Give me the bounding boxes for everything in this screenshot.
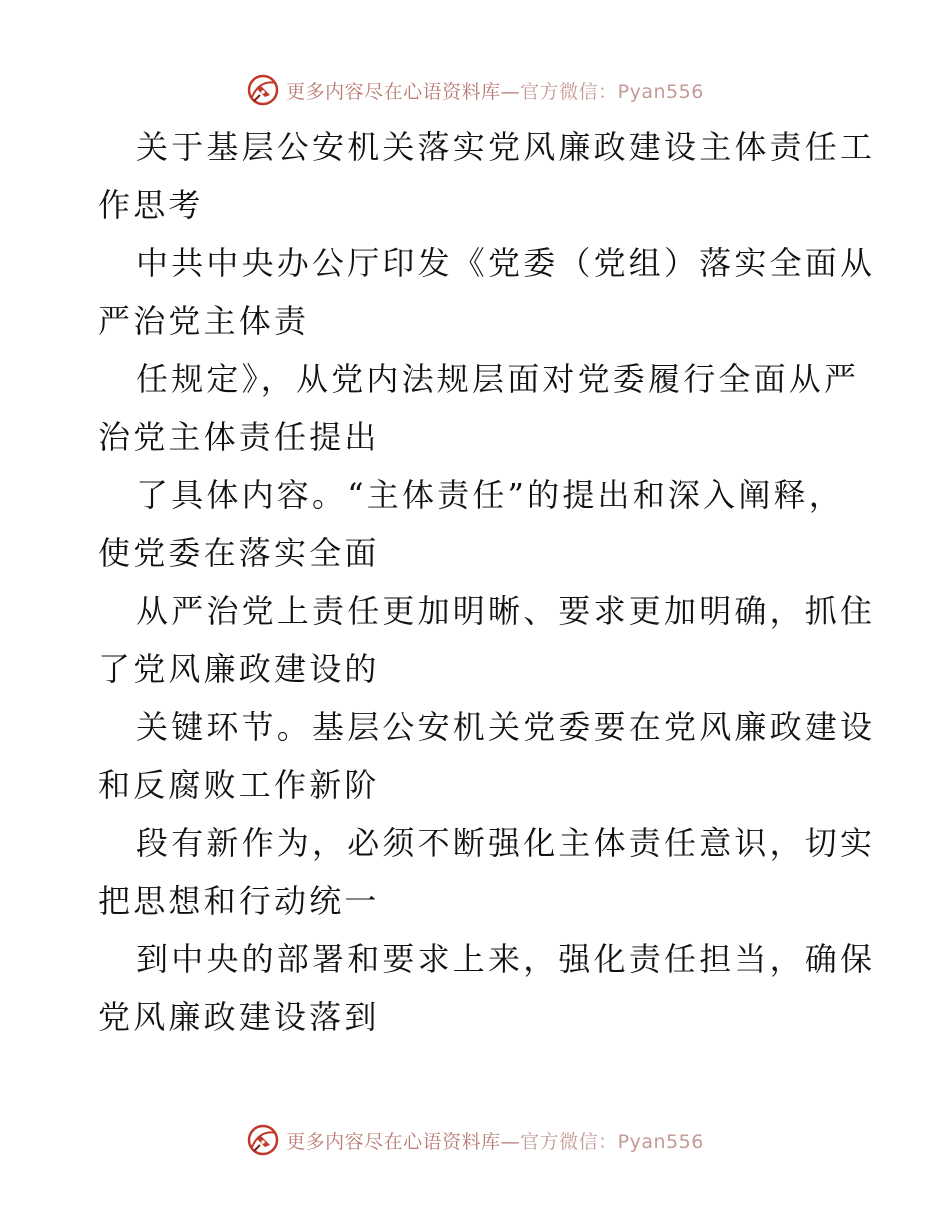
paragraph-line: 段有新作为，必须不断强化主体责任意识，切实 xyxy=(136,824,876,862)
paragraph-line: 党风廉政建设落到 xyxy=(98,998,380,1036)
pen-nib-logo-icon xyxy=(246,1123,280,1157)
paragraph-line: 把思想和行动统一 xyxy=(98,882,380,920)
pen-nib-logo-icon xyxy=(246,73,280,107)
paragraph-line: 和反腐败工作新阶 xyxy=(98,766,380,804)
footer-banner-wechat: 官方微信：Pyan556 xyxy=(520,1130,704,1153)
header-banner-wechat: 官方微信：Pyan556 xyxy=(520,80,704,103)
paragraph-line: 使党委在落实全面 xyxy=(98,534,380,572)
footer-banner-text xyxy=(286,1127,704,1154)
document-body xyxy=(98,118,876,1046)
paragraph-line: 任规定》，从党内法规层面对党委履行全面从严 xyxy=(136,360,860,398)
paragraph-line: 从严治党上责任更加明晰、要求更加明确，抓住 xyxy=(136,592,876,630)
paragraph-line: 严治党主体责 xyxy=(98,302,310,340)
header-banner xyxy=(0,70,950,110)
paragraph-line: 到中央的部署和要求上来，强化责任担当，确保 xyxy=(136,940,876,978)
paragraph-line: 了党风廉政建设的 xyxy=(98,650,380,688)
paragraph-line: 中共中央办公厅印发《党委（党组）落实全面从 xyxy=(136,244,876,282)
paragraph-line: 了具体内容。“主体责任”的提出和深入阐释， xyxy=(136,476,844,514)
document-title-line-1: 关于基层公安机关落实党风廉政建设主体责任工 xyxy=(136,128,876,166)
document-title-line-2: 作思考 xyxy=(98,186,204,224)
footer-banner-title: 更多内容尽在心语资料库— xyxy=(286,1130,521,1153)
header-banner-title: 更多内容尽在心语资料库— xyxy=(286,80,521,103)
footer-banner xyxy=(0,1120,950,1160)
paragraph-line: 治党主体责任提出 xyxy=(98,418,380,456)
header-banner-text xyxy=(286,77,704,104)
paragraph-line: 关键环节。基层公安机关党委要在党风廉政建设 xyxy=(136,708,876,746)
